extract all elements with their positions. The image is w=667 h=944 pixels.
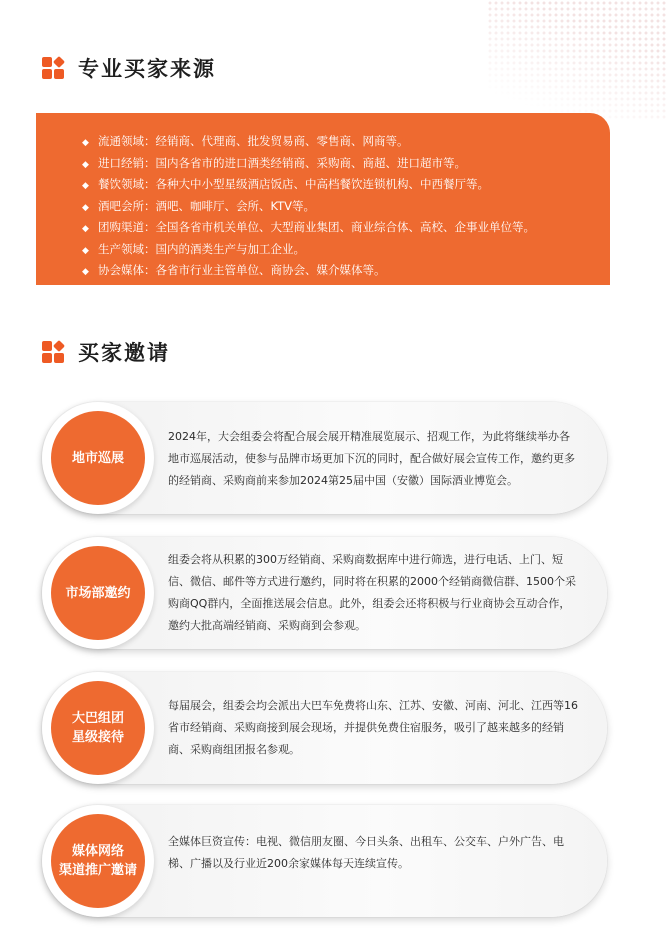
diamond-bullet-icon: ◆: [82, 159, 89, 170]
badge: [42, 672, 154, 784]
list-item: ◆ 进口经销：国内各省市的进口酒类经销商、采购商、商超、进口超市等。: [82, 154, 610, 176]
invitation-card-city-tour: [42, 402, 607, 514]
orange-squares-icon: [42, 341, 64, 363]
badge-label: 媒体网络 渠道推广邀请: [51, 814, 145, 908]
card-description: 每届展会，组委会均会派出大巴车免费将山东、江苏、安徽、河南、河北、江西等16省市经销商、采购商接到展会现场，并提供免费住宿服务，吸引了越来越多的经销商、采购商组团报名参观。: [168, 699, 578, 756]
invitation-card-marketing-invite: [42, 537, 607, 649]
world-map-decoration: [487, 0, 667, 120]
section-title: 专业买家来源: [78, 57, 216, 81]
invitation-card-media-promotion: [42, 805, 607, 917]
list-item: ◆ 餐饮领域：各种大中小型星级酒店饭店、中高档餐饮连锁机构、中西餐厅等。: [82, 175, 610, 197]
badge: [42, 402, 154, 514]
list-item: ◆ 流通领域：经销商、代理商、批发贸易商、零售商、网商等。: [82, 132, 610, 154]
diamond-bullet-icon: ◆: [82, 267, 89, 277]
badge-label: 地市巡展: [51, 411, 145, 505]
diamond-bullet-icon: ◆: [82, 138, 89, 148]
card-description: 2024年，大会组委会将配合展会展开精准展览展示、招观工作，为此将继续举办各地市巡展活动，使参与品牌市场更加下沉的同时，配合做好展会宣传工作，邀约更多的经销商、采购商前来参加2024第25届中国（安徽）国际酒业博览会。: [168, 430, 575, 487]
section-header-buyer-invitation: [42, 337, 170, 367]
section-title: 买家邀请: [78, 341, 170, 365]
section-header-buyer-sources: [42, 53, 216, 83]
card-description: 组委会将从积累的300万经销商、采购商数据库中进行筛选，进行电话、上门、短信、微信、邮件等方式进行邀约，同时将在积累的2000个经销商微信群、1500个采购商QQ群内，全面推送展会信息。此外，组委会还将积极与行业商协会互动合作，邀约大批高端经销商、采购商到会参观。: [168, 553, 576, 632]
list-item: ◆ 酒吧会所：酒吧、咖啡厅、会所、KTV等。: [82, 197, 610, 219]
diamond-bullet-icon: ◆: [82, 224, 89, 234]
list-item: ◆ 生产领域：国内的酒类生产与加工企业。: [82, 240, 610, 262]
invitation-card-bus-group: [42, 672, 607, 784]
list-item: ◆ 协会媒体：各省市行业主管单位、商协会、媒介媒体等。: [82, 261, 610, 283]
diamond-bullet-icon: ◆: [82, 245, 89, 256]
diamond-bullet-icon: ◆: [82, 181, 89, 191]
badge: [42, 805, 154, 917]
badge: [42, 537, 154, 649]
buyer-sources-panel: [36, 113, 610, 285]
badge-label: 市场部邀约: [51, 546, 145, 640]
list-item: ◆ 团购渠道：全国各省市机关单位、大型商业集团、商业综合体、高校、企事业单位等。: [82, 218, 610, 240]
card-description: 全媒体巨资宣传：电视、微信朋友圈、今日头条、出租车、公交车、户外广告、电梯、广播以及行业近200余家媒体每天连续宣传。: [168, 835, 564, 870]
orange-squares-icon: [42, 57, 64, 79]
badge-label: 大巴组团 星级接待: [51, 681, 145, 775]
diamond-bullet-icon: ◆: [82, 202, 89, 213]
buyer-sources-list: [82, 132, 610, 283]
